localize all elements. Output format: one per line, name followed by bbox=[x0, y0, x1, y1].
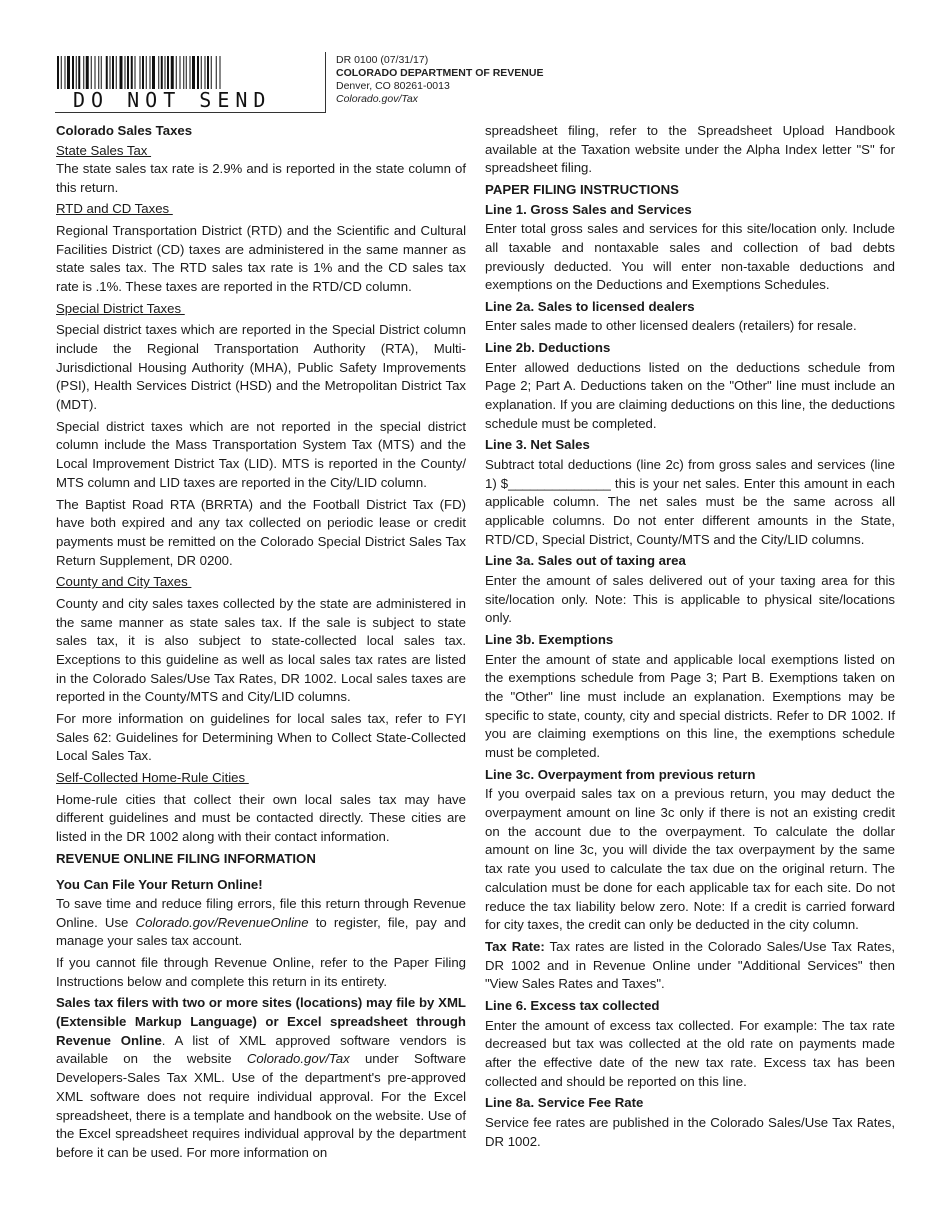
paragraph: Enter the amount of sales delivered out of your taxing area for this site/location only. Note: This is applicable to physical site/locations only. bbox=[485, 572, 895, 626]
line-3-heading: Line 3. Net Sales bbox=[485, 437, 590, 453]
paragraph: Enter the amount of excess tax collected. For example: The tax rate decreased but tax was collected at the old rate on payments made after the effective date of the new tax rate. Excess tax has been collected and should be reported on this line. bbox=[485, 1017, 895, 1089]
paragraph: Special district taxes which are not reported in the special district column include the Mass Transportation System Tax (MTS) and the Local Improvement District Tax (LID). MTS is reported in the County/ MTS column and LID taxes are reported in the City/LID column. bbox=[56, 418, 466, 490]
right-column bbox=[485, 122, 895, 1154]
line-1-heading: Line 1. Gross Sales and Services bbox=[485, 201, 692, 217]
subheading-special-district: Special District Taxes bbox=[56, 300, 185, 316]
paragraph: Service fee rates are published in the Colorado Sales/Use Tax Rates, DR 1002. bbox=[485, 1114, 895, 1149]
tax-rate-label: Tax Rate: bbox=[485, 938, 545, 954]
section-heading-online-filing: REVENUE ONLINE FILING INFORMATION bbox=[56, 850, 316, 866]
line-2a-heading: Line 2a. Sales to licensed dealers bbox=[485, 298, 695, 314]
paragraph: Enter total gross sales and services for this site/location only. Include all taxable and nontaxable sales and collection of bad debts previously deducted. You will enter non-taxable deductions and exemptions on the Deductions and Exemptions Schedules. bbox=[485, 221, 895, 293]
subheading-rtd-cd: RTD and CD Taxes bbox=[56, 201, 173, 217]
paragraph: Sales tax filers with two or more sites (locations) may file by XML (Extensible Markup Language) or Excel spreadsheet through Revenue Online. A list of XML approved software vendors is available on the website Colorado.gov/Tax under Software Developers-Sales Tax XML. Use of the department's pre-approved XML software does not require individual approval. For the Excel spreadsheet, there is a template and handbook on the website. Use of the Excel spreadsheet requires individual approval by the department before it can be used. For more information on bbox=[56, 995, 466, 1160]
left-column bbox=[56, 122, 466, 1166]
line-3c-heading: Line 3c. Overpayment from previous return bbox=[485, 766, 756, 782]
paragraph: For more information on guidelines for local sales tax, refer to FYI Sales 62: Guidelines for Determining When to Collect State-Collected Local Sales Tax. bbox=[56, 711, 466, 764]
paragraph: Enter allowed deductions listed on the deductions schedule from Page 2; Part A. Deductions taken on the "Other" line must include an explanation. If you are claiming deductions on this line, the deductions schedule must be completed. bbox=[485, 359, 895, 431]
paragraph: Enter the amount of state and applicable local exemptions listed on the exemptions schedule from Page 3; Part B. Exemptions taken on the "Other" line must include an explanation. Exemptions may be specific to state, county, city and special districts. Refer to DR 1002. If you are claiming exemptions on this line, the exemptions schedule must be completed. bbox=[485, 651, 895, 761]
line-6-heading: Line 6. Excess tax collected bbox=[485, 998, 660, 1014]
paragraph: To save time and reduce filing errors, file this return through Revenue Online. Use Colorado.gov/RevenueOnline to register, file, pay and manage your sales tax account. bbox=[56, 895, 466, 949]
paragraph: County and city sales taxes collected by the state are administered in the same manner as state sales tax. If the sale is subject to state sales tax, it is also subject to state-collected local sales tax. Exceptions to this guideline as well as local sales tax rates are listed in the Colorado Sales/Use Tax Rates, DR 1002. Local sales taxes are reported in the County/MTS and City/LID columns. bbox=[56, 595, 466, 705]
tax-website-link[interactable]: Colorado.gov/Tax bbox=[246, 1051, 350, 1067]
paragraph: The Baptist Road RTA (BRRTA) and the Football District Tax (FD) have both expired and any tax collected on periodic lease or credit payments must be remitted on the Colorado Special District Sales Tax Return Supplement, DR 0200. bbox=[56, 496, 466, 568]
online-subheading: You Can File Your Return Online! bbox=[56, 877, 263, 893]
form-header-info bbox=[336, 54, 543, 106]
paragraph: Home-rule cities that collect their own local sales tax may have different guidelines and must be contacted directly. These cities are listed in the DR 1002 along with their contact information. bbox=[56, 791, 466, 845]
barcode-area bbox=[55, 52, 326, 113]
paragraph-tax-rate: Tax Rate: Tax rates are listed in the Colorado Sales/Use Tax Rates, DR 1002 and in Revenue Online under "Additional Services" then "View Sales Rates and Taxes". bbox=[485, 938, 895, 992]
section-title: Colorado Sales Taxes bbox=[56, 123, 193, 138]
paragraph: Enter sales made to other licensed dealers (retailers) for resale. bbox=[485, 318, 857, 334]
subheading-home-rule: Self-Collected Home-Rule Cities bbox=[56, 770, 249, 786]
agency-name: COLORADO DEPARTMENT OF REVENUE bbox=[336, 67, 544, 79]
barcode-image bbox=[57, 56, 279, 89]
paragraph: Regional Transportation District (RTD) and the Scientific and Cultural Facilities District (CD) taxes are administered in the same manner as state sales tax. The RTD sales tax rate is 1% and the CD sales tax rate is .1%. These taxes are reported in the RTD/CD column. bbox=[56, 222, 466, 295]
subheading-county-city: County and City Taxes bbox=[56, 574, 192, 590]
form-number: DR 0100 (07/31/17) bbox=[336, 54, 429, 66]
subheading-state-sales-tax: State Sales Tax bbox=[56, 142, 152, 158]
line-3a-heading: Line 3a. Sales out of taxing area bbox=[485, 553, 686, 569]
line-2b-heading: Line 2b. Deductions bbox=[485, 340, 611, 356]
revenue-online-link[interactable]: Colorado.gov/RevenueOnline bbox=[135, 914, 309, 930]
paragraph: If you cannot file through Revenue Online, refer to the Paper Filing Instructions below and complete this return in its entirety. bbox=[56, 954, 466, 989]
section-heading-paper-filing: PAPER FILING INSTRUCTIONS bbox=[485, 182, 679, 198]
paragraph: spreadsheet filing, refer to the Spreadsheet Upload Handbook available at the Taxation website under the Alpha Index letter "S" for spreadsheet filing. bbox=[485, 123, 895, 176]
paragraph: Special district taxes which are reported in the Special District column include the Regional Transportation Authority (RTA), Multi-Jurisdictional Housing Authority (MHA), Public Safety Improvements (PSI), Health Services District (HSD) and the Metropolitan District Tax (MDT). bbox=[56, 322, 466, 413]
paragraph: If you overpaid sales tax on a previous return, you may deduct the overpayment amount on line 3c only if there is not an existing credit on the account due to the overpayment. To calculate the dollar amount on line 3c, you will divide the tax overpayment by the same tax rate you used to calculate the tax due on the original return. The calculation must be done for each applicable tax for each site. Do not reduce the tax liability below zero. Note: If a credit is carried forward for city taxes, the credit can only be deducted in the city column. bbox=[485, 786, 895, 933]
line-8a-heading: Line 8a. Service Fee Rate bbox=[485, 1095, 644, 1111]
paragraph: Subtract total deductions (line 2c) from gross sales and services (line 1) $______________ this is your net sales. Enter this amount in each applicable column. The net sales must be the same across all applicable columns. Do not enter different amounts in the State, RTD/CD, Special District, County/MTS and the City/LID columns. bbox=[485, 456, 895, 547]
agency-address: Denver, CO 80261-0013 bbox=[336, 80, 450, 92]
paragraph: The state sales tax rate is 2.9% and is reported in the state column of this return. bbox=[56, 161, 466, 195]
do-not-send-label: DO NOT SEND bbox=[73, 88, 272, 112]
agency-website: Colorado.gov/Tax bbox=[336, 93, 418, 105]
line-3b-heading: Line 3b. Exemptions bbox=[485, 632, 614, 648]
